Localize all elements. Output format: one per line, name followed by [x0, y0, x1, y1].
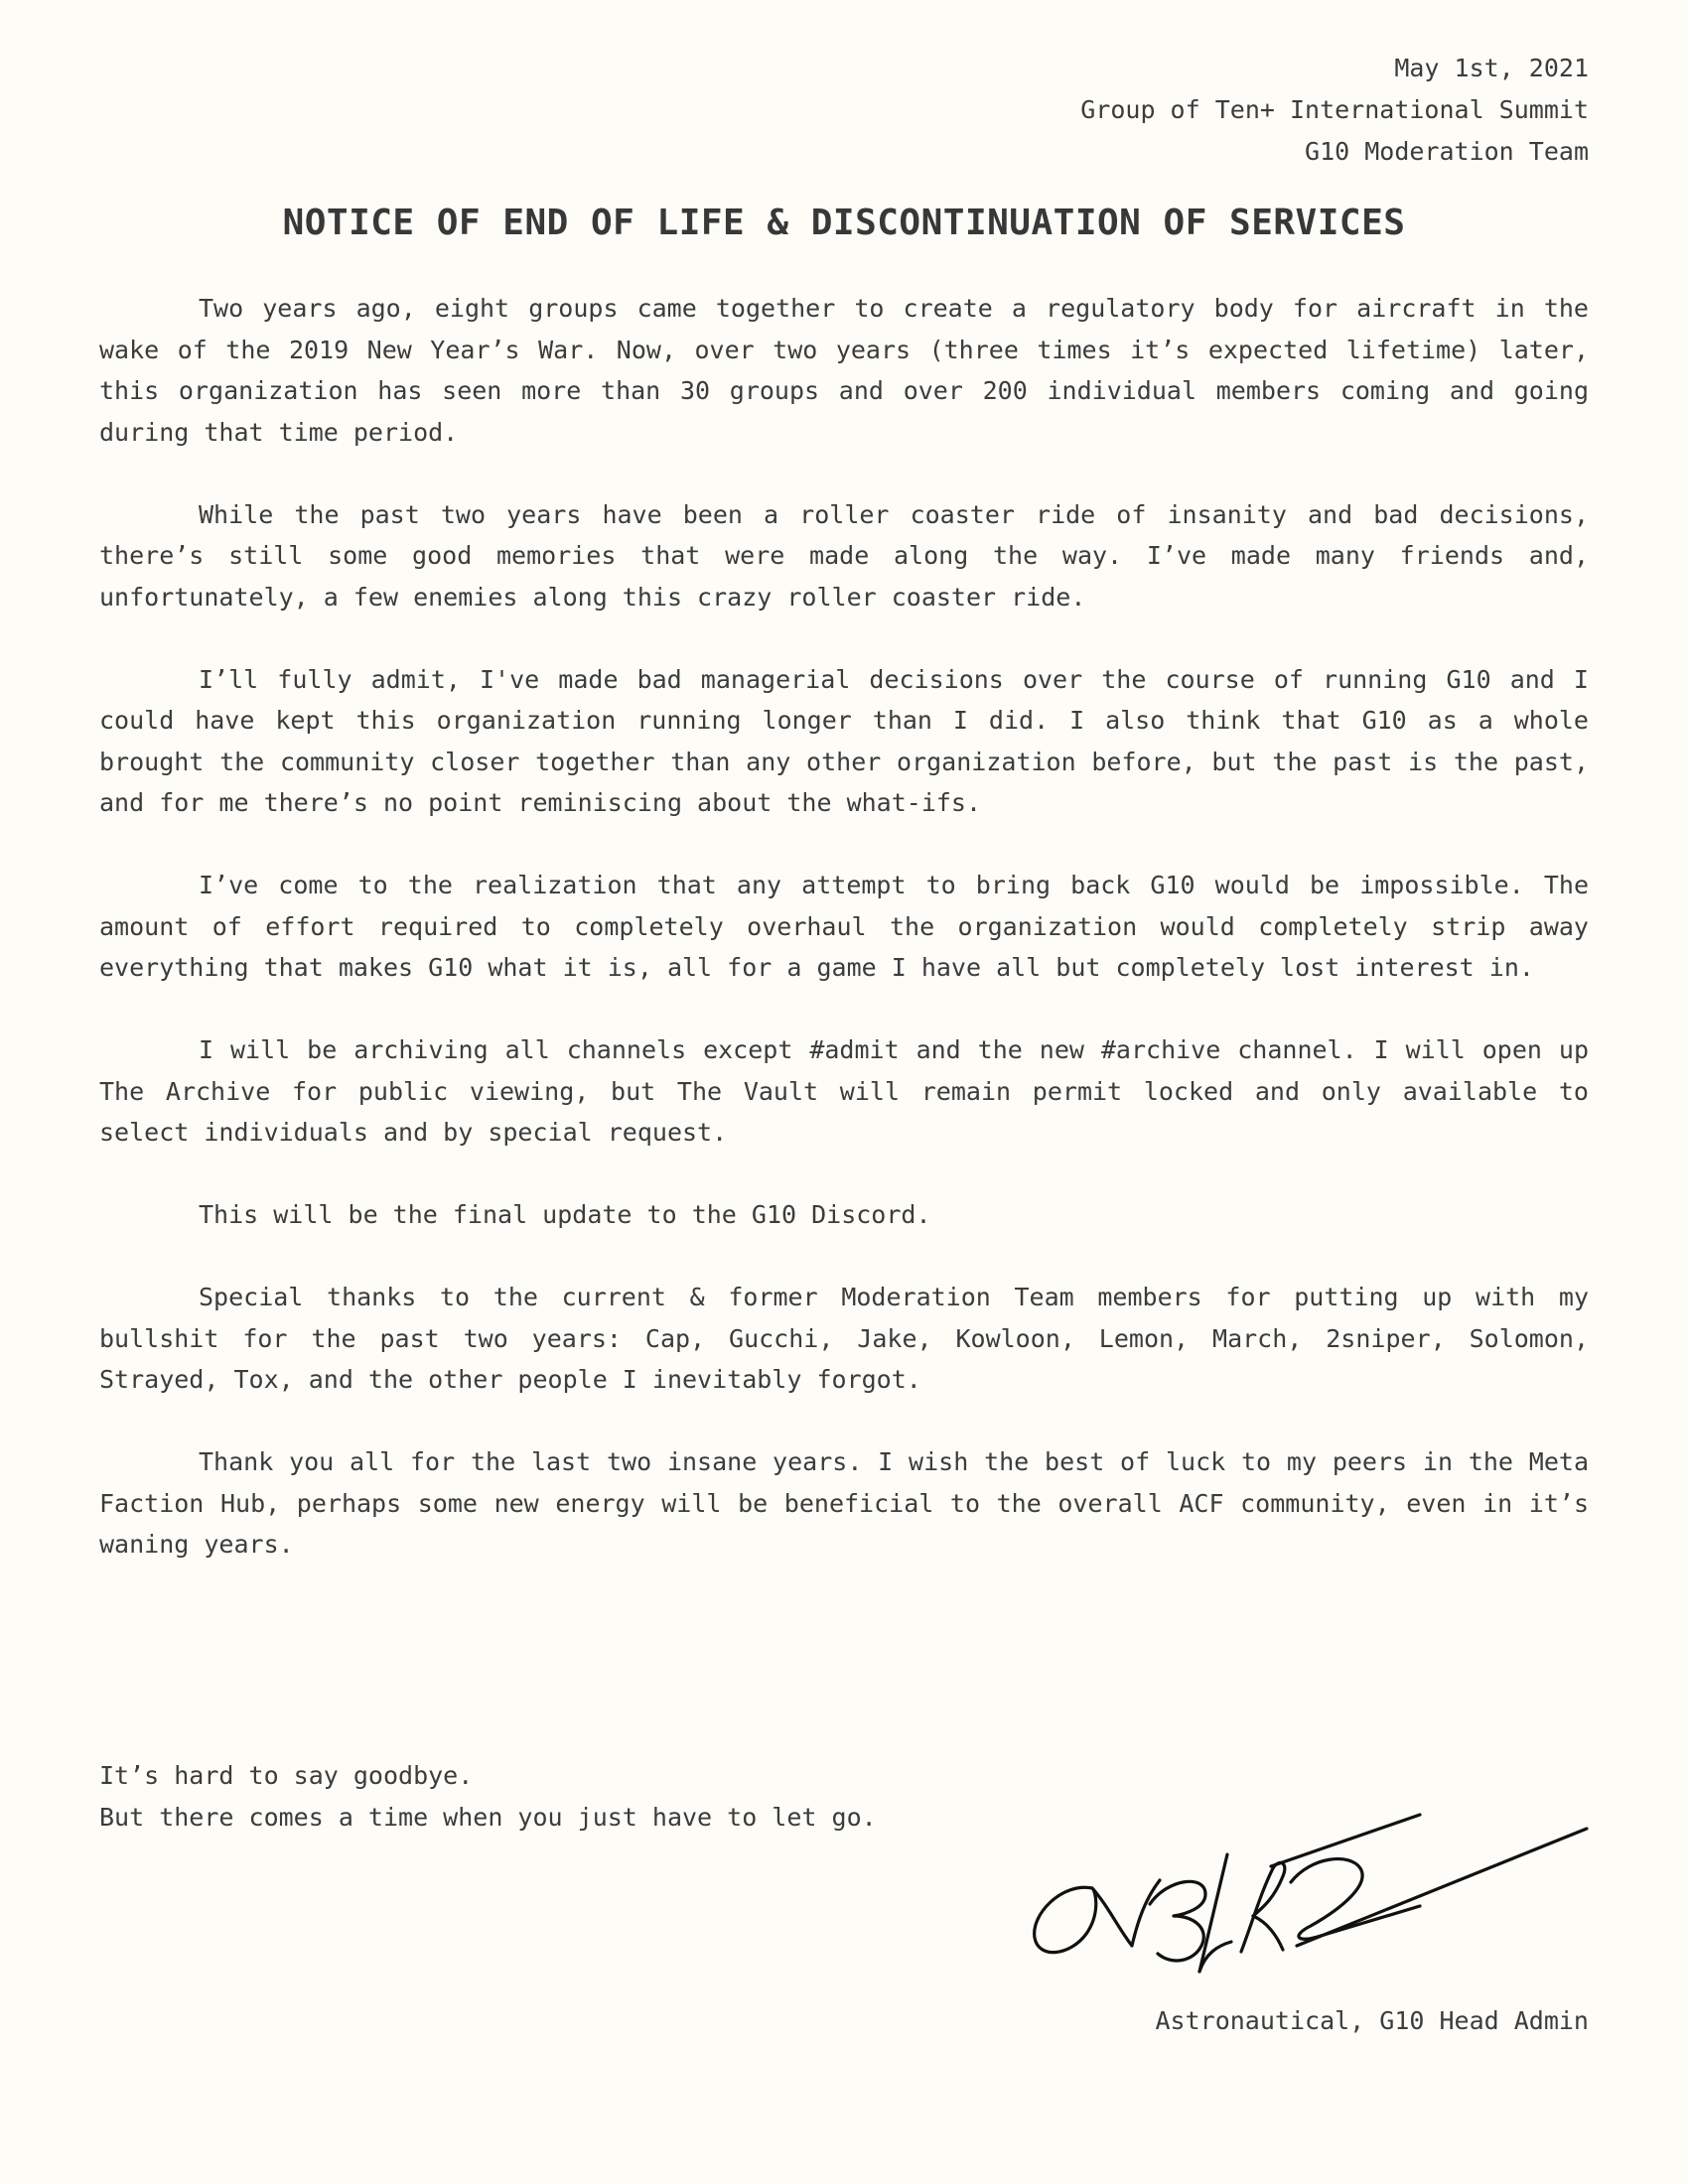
body-paragraph: Thank you all for the last two insane years. I wish the best of luck to my peers in the Meta Faction Hub, perhaps some new energy will be beneficial to the overall ACF community, even in it’s waning years.	[99, 1447, 1589, 1559]
body-paragraph: I’ll fully admit, I've made bad managerial decisions over the course of running G10 and I could have kept this organization running longer than I did. I also think that G10 as a whole brought the community closer together than any other organization before, but the past is the past, and for me there’s no point reminiscing about the what-ifs.	[99, 664, 1589, 817]
letter-body	[99, 288, 1589, 1566]
letter-page	[99, 48, 1589, 1606]
closing-line-2: But there comes a time when you just have to let go.	[99, 1803, 877, 1832]
letter-team: G10 Moderation Team	[1305, 137, 1589, 166]
closing-remarks	[99, 1755, 877, 1839]
body-paragraph: I’ve come to the realization that any attempt to bring back G10 would be impossible. The amount of effort required to completely overhaul the organization would completely strip away everything that makes G10 what it is, all for a game I have all but completely lost interest in.	[99, 871, 1589, 982]
letter-header	[99, 48, 1589, 173]
body-paragraph: I will be archiving all channels except #admit and the new #archive channel. I will open up The Archive for public viewing, but The Vault will remain permit locked and only available to select individuals and by special request.	[99, 1035, 1589, 1147]
body-paragraph: While the past two years have been a roller coaster ride of insanity and bad decisions, there’s still some good memories that were made along the way. I’ve made many friends and, unfortunately, a few enemies along this crazy roller coaster ride.	[99, 499, 1589, 612]
letter-organization: Group of Ten+ International Summit	[1080, 95, 1589, 124]
closing-line-1: It’s hard to say goodbye.	[99, 1761, 474, 1790]
signer-name: Astronautical, G10 Head Admin	[1155, 2006, 1589, 2035]
letter-date: May 1st, 2021	[1394, 54, 1589, 82]
body-paragraph: Two years ago, eight groups came together to create a regulatory body for aircraft in the wake of the 2019 New Year’s War. Now, over two years (three times it’s expected lifetime) later, this organization has seen more than 30 groups and over 200 individual members coming and going during that time period.	[99, 294, 1589, 447]
body-paragraph: This will be the final update to the G10 Discord.	[199, 1200, 931, 1229]
letter-title: NOTICE OF END OF LIFE & DISCONTINUATION OF SERVICES	[282, 203, 1406, 243]
body-paragraph: Special thanks to the current & former Moderation Team members for putting up with my bullshit for the past two years: Cap, Gucchi, Jake, Kowloon, Lemon, March, 2sniper, Solomon, Strayed, Tox, and the other people I inevitably forgot.	[99, 1283, 1589, 1394]
handwritten-signature	[1023, 1797, 1599, 1976]
